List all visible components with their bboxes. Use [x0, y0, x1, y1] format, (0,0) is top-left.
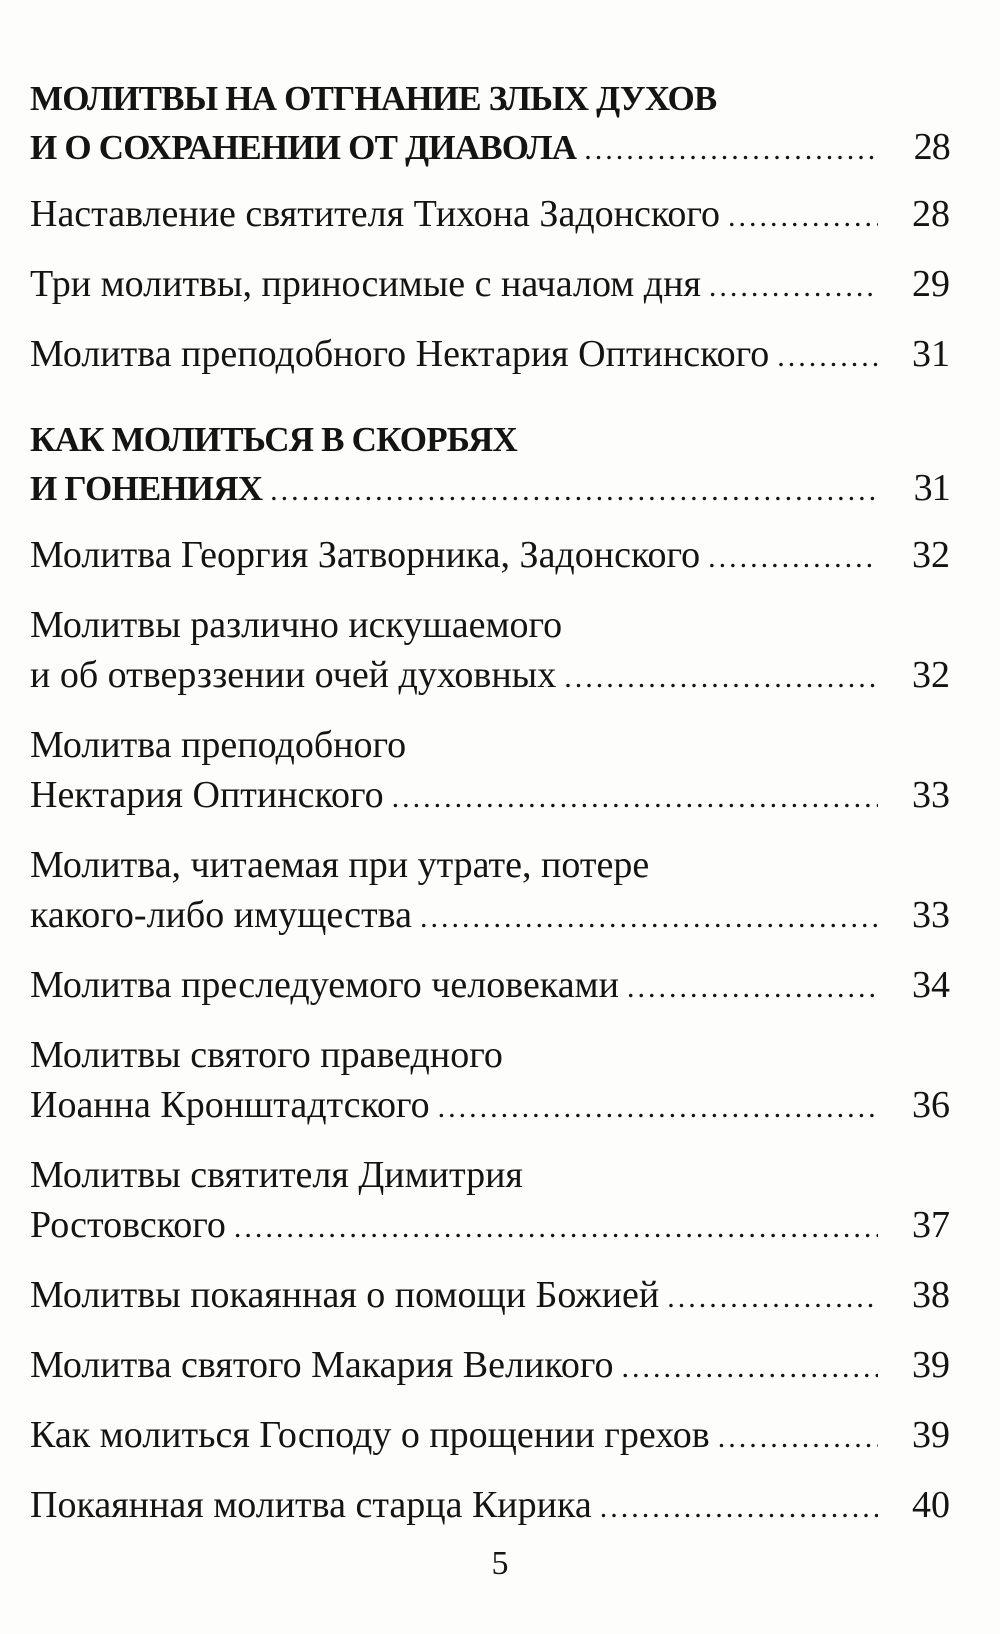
toc-entry — [30, 960, 950, 1013]
toc-entry-line — [30, 960, 950, 1013]
toc-page-number: 31 — [912, 333, 950, 375]
toc-entry-title: Молитва преследуемого человеками — [30, 964, 619, 1006]
toc-entry-title: И О СОХРАНЕНИИ ОТ ДИАВОЛА — [30, 128, 577, 167]
toc-entry-title: Молитва, читаемая при утрате, потере — [30, 844, 650, 886]
toc-entry-title: Молитвы святителя Димитрия — [30, 1154, 523, 1196]
toc-entry-title: Молитвы покаянная о помощи Божией — [30, 1274, 660, 1316]
toc-section-heading — [30, 75, 950, 174]
toc-entry — [30, 530, 950, 583]
toc-entry-line — [30, 329, 950, 382]
dot-leader — [392, 773, 878, 823]
toc-page-number: 40 — [912, 1484, 950, 1526]
toc-page-number: 32 — [912, 654, 950, 696]
toc-entry-line — [30, 416, 950, 464]
toc-entry-line — [30, 75, 950, 123]
toc-entry-line — [30, 1480, 950, 1533]
toc-page-number: 28 — [913, 126, 950, 168]
toc-page-number: 37 — [912, 1204, 950, 1246]
toc-page-number: 28 — [912, 193, 950, 235]
toc-entry-title: Ростовского — [30, 1204, 226, 1246]
toc-page-number: 33 — [912, 774, 950, 816]
toc-page-number: 36 — [912, 1084, 950, 1126]
toc-page-number: 31 — [913, 467, 950, 509]
toc-entry-title: Молитва Георгия Затворника, Задонского — [30, 534, 701, 576]
dot-leader — [627, 963, 878, 1013]
dot-leader — [234, 1203, 878, 1253]
dot-leader — [709, 262, 878, 312]
toc-entry-line — [30, 530, 950, 583]
toc-entry-title: и об отверззении очей духовных — [30, 654, 557, 696]
toc-entry-line — [30, 890, 950, 943]
toc-entry-title: Три молитвы, приносимые с началом дня — [30, 263, 701, 305]
toc-entry-title: Наставление святителя Тихона Задонского — [30, 193, 721, 235]
dot-leader — [270, 467, 878, 515]
toc-entry — [30, 329, 950, 382]
toc-entry-title: Молитвы различно искушаемого — [30, 604, 563, 646]
toc-page-number: 34 — [912, 964, 950, 1006]
toc-entry-title: Молитва преподобного — [30, 724, 407, 766]
dot-leader — [584, 126, 878, 174]
toc-entry-title: какого-либо имущества — [30, 894, 412, 936]
dot-leader — [667, 1273, 878, 1323]
dot-leader — [728, 192, 878, 242]
toc-entry — [30, 1150, 950, 1253]
toc-entry-title: Как молиться Господу о прощении грехов — [30, 1414, 710, 1456]
toc-entry — [30, 1340, 950, 1393]
toc-entry-line — [30, 1150, 950, 1200]
dot-leader — [777, 332, 878, 382]
toc-entry — [30, 1030, 950, 1133]
toc-entry-line — [30, 189, 950, 242]
toc-entry-line — [30, 123, 950, 174]
toc-entry-title: Иоанна Кронштадтского — [30, 1084, 430, 1126]
toc-entry-title: Покаянная молитва старца Кирика — [30, 1484, 592, 1526]
dot-leader — [718, 1413, 878, 1463]
toc-entry-title: Молитва преподобного Нектария Оптинского — [30, 333, 770, 375]
toc-entry — [30, 720, 950, 823]
toc-entry-line — [30, 720, 950, 770]
toc-entry-line — [30, 1200, 950, 1253]
toc-entry — [30, 1270, 950, 1323]
toc-entry — [30, 259, 950, 312]
table-of-contents — [30, 75, 950, 1550]
toc-page-number: 33 — [912, 894, 950, 936]
toc-entry — [30, 189, 950, 242]
toc-entry-line — [30, 464, 950, 515]
toc-entry-line — [30, 1410, 950, 1463]
toc-entry — [30, 1410, 950, 1463]
dot-leader — [438, 1083, 878, 1133]
toc-entry-title: Молитвы святого праведного — [30, 1034, 503, 1076]
toc-entry — [30, 1480, 950, 1533]
toc-entry-line — [30, 600, 950, 650]
toc-entry-line — [30, 1080, 950, 1133]
dot-leader — [564, 653, 878, 703]
toc-entry-line — [30, 1030, 950, 1080]
dot-leader — [708, 533, 878, 583]
toc-entry-line — [30, 770, 950, 823]
toc-entry-title: Нектария Оптинского — [30, 774, 384, 816]
toc-page-number: 38 — [912, 1274, 950, 1316]
page-number: 5 — [491, 1545, 509, 1582]
toc-section-heading — [30, 416, 950, 515]
dot-leader — [622, 1343, 879, 1393]
toc-entry-line — [30, 259, 950, 312]
toc-entry-title: Молитва святого Макария Великого — [30, 1344, 614, 1386]
dot-leader — [420, 893, 878, 943]
toc-page-number: 39 — [912, 1414, 950, 1456]
toc-page-number: 32 — [912, 534, 950, 576]
toc-entry-line — [30, 1340, 950, 1393]
toc-entry-title: И ГОНЕНИЯХ — [30, 469, 263, 508]
dot-leader — [600, 1483, 878, 1533]
toc-entry-title: КАК МОЛИТЬСЯ В СКОРБЯХ — [30, 420, 517, 459]
toc-entry-line — [30, 650, 950, 703]
toc-entry — [30, 600, 950, 703]
toc-entry — [30, 840, 950, 943]
toc-page-number: 29 — [912, 263, 950, 305]
toc-entry-line — [30, 840, 950, 890]
toc-entry-title: МОЛИТВЫ НА ОТГНАНИЕ ЗЛЫХ ДУХОВ — [30, 79, 717, 118]
toc-entry-line — [30, 1270, 950, 1323]
toc-page-number: 39 — [912, 1344, 950, 1386]
